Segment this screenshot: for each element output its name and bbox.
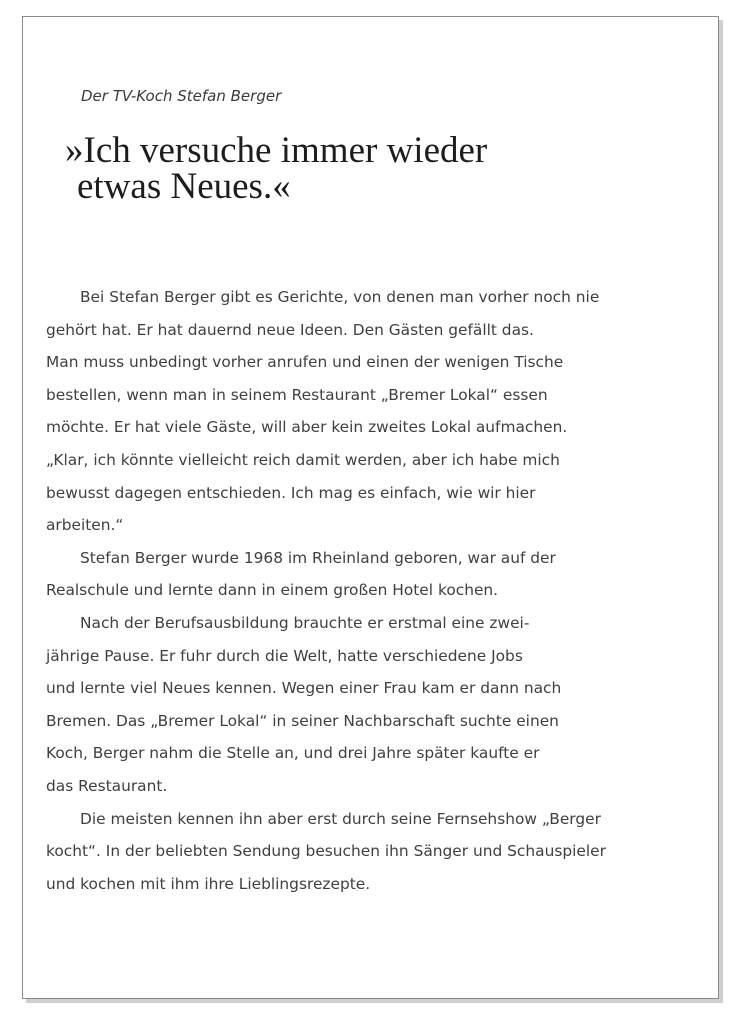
- body-line: Man muss unbedingt vorher anrufen und einen der wenigen Tische: [46, 353, 564, 372]
- body-line: Bei Stefan Berger gibt es Gerichte, von denen man vorher noch nie: [80, 288, 600, 306]
- body-line: arbeiten.“: [46, 516, 124, 535]
- headline-line: etwas Neues.«: [77, 166, 291, 207]
- body-line: Die meisten kennen ihn aber erst durch seine Fernsehshow „Berger: [80, 809, 601, 828]
- article-headline: [65, 130, 488, 207]
- document-page: [22, 16, 719, 999]
- body-line: möchte. Er hat viele Gäste, will aber kein zweites Lokal aufmachen.: [46, 418, 568, 437]
- article-kicker: Der TV-Koch Stefan Berger: [81, 87, 282, 105]
- body-line: Koch, Berger nahm die Stelle an, und drei Jahre später kaufte er: [46, 744, 540, 763]
- body-line: und kochen mit ihm ihre Lieblingsrezepte.: [46, 874, 371, 893]
- body-line: kocht“. In der beliebten Sendung besuchen ihn Sänger und Schauspieler: [46, 842, 606, 861]
- body-line: bewusst dagegen entschieden. Ich mag es einfach, wie wir hier: [46, 483, 536, 502]
- body-line: „Klar, ich könnte vielleicht reich damit werden, aber ich habe mich: [46, 450, 560, 469]
- body-line: Stefan Berger wurde 1968 im Rheinland geboren, war auf der: [80, 548, 556, 567]
- article-body: [46, 281, 696, 900]
- body-line: Realschule und lernte dann in einem großen Hotel kochen.: [46, 581, 499, 600]
- body-line: bestellen, wenn man in seinem Restaurant „Bremer Lokal“ essen: [46, 385, 548, 404]
- headline-line: »Ich versuche immer wieder: [65, 130, 488, 171]
- body-line: gehört hat. Er hat dauernd neue Ideen. Den Gästen gefällt das.: [46, 320, 534, 339]
- body-line: Nach der Berufsausbildung brauchte er erstmal eine zwei-: [80, 613, 530, 632]
- body-line: Bremen. Das „Bremer Lokal“ in seiner Nachbarschaft suchte einen: [46, 711, 559, 730]
- body-line: und lernte viel Neues kennen. Wegen einer Frau kam er dann nach: [46, 679, 562, 698]
- body-line: das Restaurant.: [46, 776, 168, 795]
- body-line: jährige Pause. Er fuhr durch die Welt, hatte verschiedene Jobs: [46, 646, 523, 665]
